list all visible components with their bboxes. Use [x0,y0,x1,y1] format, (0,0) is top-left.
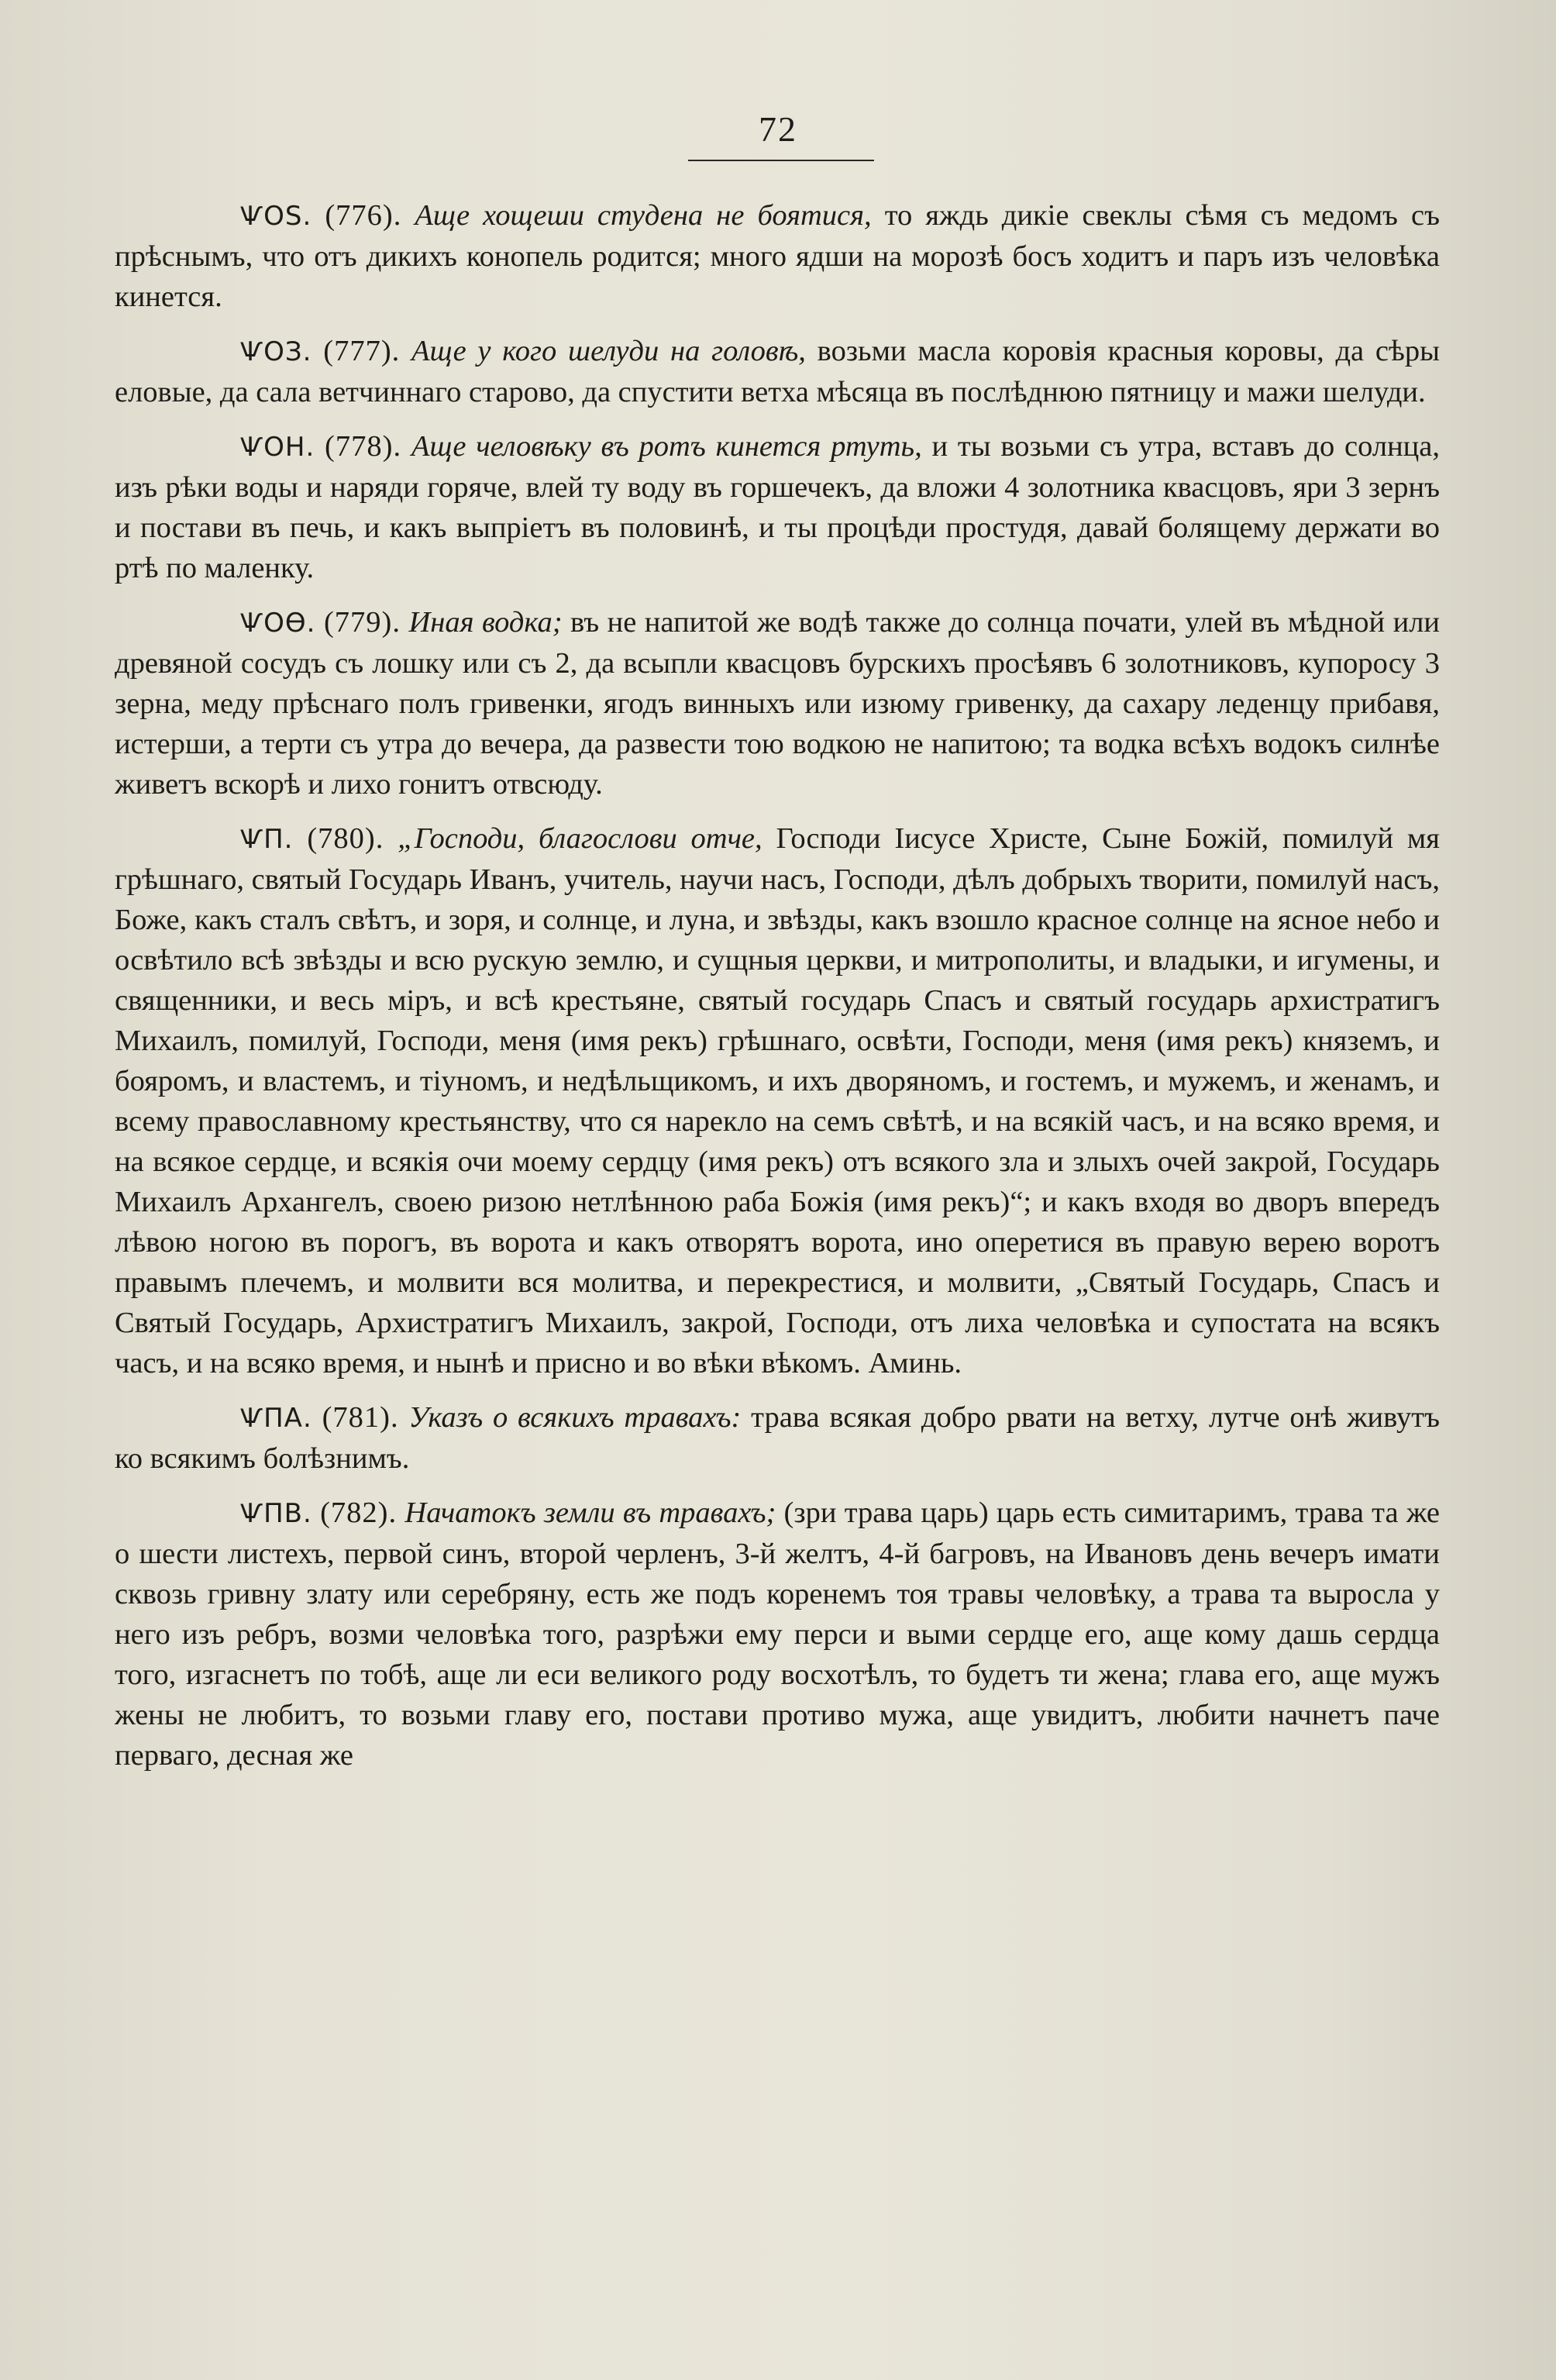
page-number-rule [688,160,874,161]
entry-text: и ты возьми съ утра, вставъ до солнца, изъ рѣки воды и наряди горяче, влей ту воду въ горшечекъ, да вложи 4 золотника квасцовъ, яри 3 зернъ и постави въ печь, и какъ выпрiетъ въ половинѣ, и ты процѣди простудя, давай болящему держати во ртѣ по маленку. [115,430,1440,584]
entry-title: Начатокъ земли въ травахъ; [404,1497,776,1529]
entry-780 [115,818,1440,1383]
entry-title: „Господи, благослови отче, [398,822,763,855]
entry-777 [115,331,1440,412]
entry-paragraph [115,426,1440,588]
entry-text: (зри трава царь) царь есть симитаримъ, трава та же о шести листехъ, первой синъ, второй черленъ, 3-й желтъ, 4-й багровъ, на Ивановъ день вечеръ имати сквозь гривну злату или серебряну, есть же подъ коренемъ тоя травы человѣку, а трава та выросла у него изъ ребръ, возми человѣка того, разрѣжи ему перси и выми сердце его, аще кому дашь сердца того, изгаснетъ по тобѣ, аще ли еси великого роду восхотѣлъ, то будетъ ти жена; глава его, аще мужъ жены не любитъ, то возьми главу его, постави противо мужа, аще увидитъ, любити начнетъ паче перваго, десная же [115,1497,1441,1772]
entry-776 [115,195,1440,317]
entry-paragraph [115,1493,1440,1776]
entry-number: ѰОН. [240,432,315,463]
entry-779 [115,602,1440,804]
entry-number: ѰП. [240,824,294,855]
entry-ref: (778). [325,430,402,463]
entry-paragraph [115,1397,1440,1479]
page-body [115,195,1440,1789]
entry-paragraph [115,195,1440,317]
entry-number: ѰОЗ. [240,336,312,367]
entry-paragraph [115,602,1440,804]
entry-ref: (780). [307,822,384,855]
entry-781 [115,1397,1440,1479]
entry-text: то яждь дикiе свеклы сѣмя съ медомъ съ прѣснымъ, что отъ дикихъ конопель родится; много ядши на морозѣ босъ ходитъ и паръ изъ человѣка кинется. [115,199,1440,313]
entry-title: Аще человѣку въ ротъ кинется ртуть, [411,430,922,463]
entry-number: ѰОѲ. [240,608,316,639]
entry-title: Аще хощеши студена не боятися, [415,199,872,232]
entry-ref: (777). [323,335,401,367]
entry-text: въ не напитой же водѣ также до солнца почати, улей въ мѣдной или древяной сосудъ съ лошку или съ 2, да всыпли квасцовъ бурскихъ просѣявъ 6 золотниковъ, купоросу 3 зерна, меду прѣснаго полъ гривенки, ягодъ винныхъ или изюму гривенку, да сахару леденцу прибавя, истерши, а терти съ утра до вечера, да развести тою водкою не напитою; та водка всѣхъ водокъ силнѣе живетъ вскорѣ и лихо гонитъ отвсюду. [115,606,1441,801]
entry-title: Указъ о всякихъ травахъ: [408,1401,742,1434]
entry-ref: (782). [320,1497,398,1529]
entry-number: ѰПВ. [240,1498,312,1529]
entry-778 [115,426,1440,588]
entry-number: ѰПА. [240,1403,312,1434]
entry-paragraph [115,818,1440,1383]
entry-ref: (776). [325,199,402,232]
entry-text: возьми масла коровiя красныя коровы, да сѣры еловые, да сала ветчиннаго старово, да спустити ветха мѣсяца въ послѣднюю пятницу и мажи шелуди. [115,335,1440,408]
entry-782 [115,1493,1440,1776]
entry-title: Иная водка; [408,606,563,639]
entry-number: ѰОЅ. [240,201,312,232]
entry-ref: (781). [322,1401,399,1434]
entry-title: Аще у кого шелуди на головѣ, [411,335,806,367]
entry-text: Господи Iисусе Христе, Сыне Божiй, помилуй мя грѣшнаго, святый Государь Иванъ, учитель, научи насъ, Господи, дѣлъ добрыхъ творити, помилуй насъ, Боже, какъ сталъ свѣтъ, и зоря, и солнце, и луна, и звѣзды, какъ взошло красное солнце на ясное небо и освѣтило всѣ звѣзды и всю рускую землю, и сущныя церкви, и митрополиты, и владыки, и игумены, и священники, и весь мiръ, и всѣ крестьяне, святый государь Спасъ и святый государь архистратигъ Михаилъ, помилуй, Господи, меня (имя рекъ) грѣшнаго, освѣти, Господи, меня (имя рекъ) княземъ, и бояромъ, и властемъ, и тiуномъ, и недѣльщикомъ, и ихъ дворяномъ, и гостемъ, и мужемъ, и женамъ, и всему православному крестьянству, что ся нарекло на семъ свѣтѣ, и на всякiй часъ, и на всяко время, и на всякое сердце, и всякiя очи моему сердцу (имя рекъ) отъ всякого зла и злыхъ очей закрой, Государь Михаилъ Архангелъ, своею ризою нетлѣнною раба Божiя (имя рекъ)“; и какъ входя во дворъ впередъ лѣвою ногою въ порогъ, въ ворота и какъ отворятъ ворота, ино оперетися въ правую верею воротъ правымъ плечемъ, и молвити вся молитва, и перекрестися, и молвити, „Святый Государь, Спасъ и Святый Государь, Архистратигъ Михаилъ, закрой, Господи, отъ лиха человѣка и супостата на всякъ часъ, и на всяко время, и нынѣ и присно и во вѣки вѣкомъ. Аминь. [115,822,1441,1379]
page-number: 72 [759,109,797,149]
entry-ref: (779). [323,606,401,639]
entry-text: трава всякая добро рвати на ветху, лутче онѣ живутъ ко всякимъ болѣзнимъ. [115,1401,1440,1475]
entry-paragraph [115,331,1440,412]
